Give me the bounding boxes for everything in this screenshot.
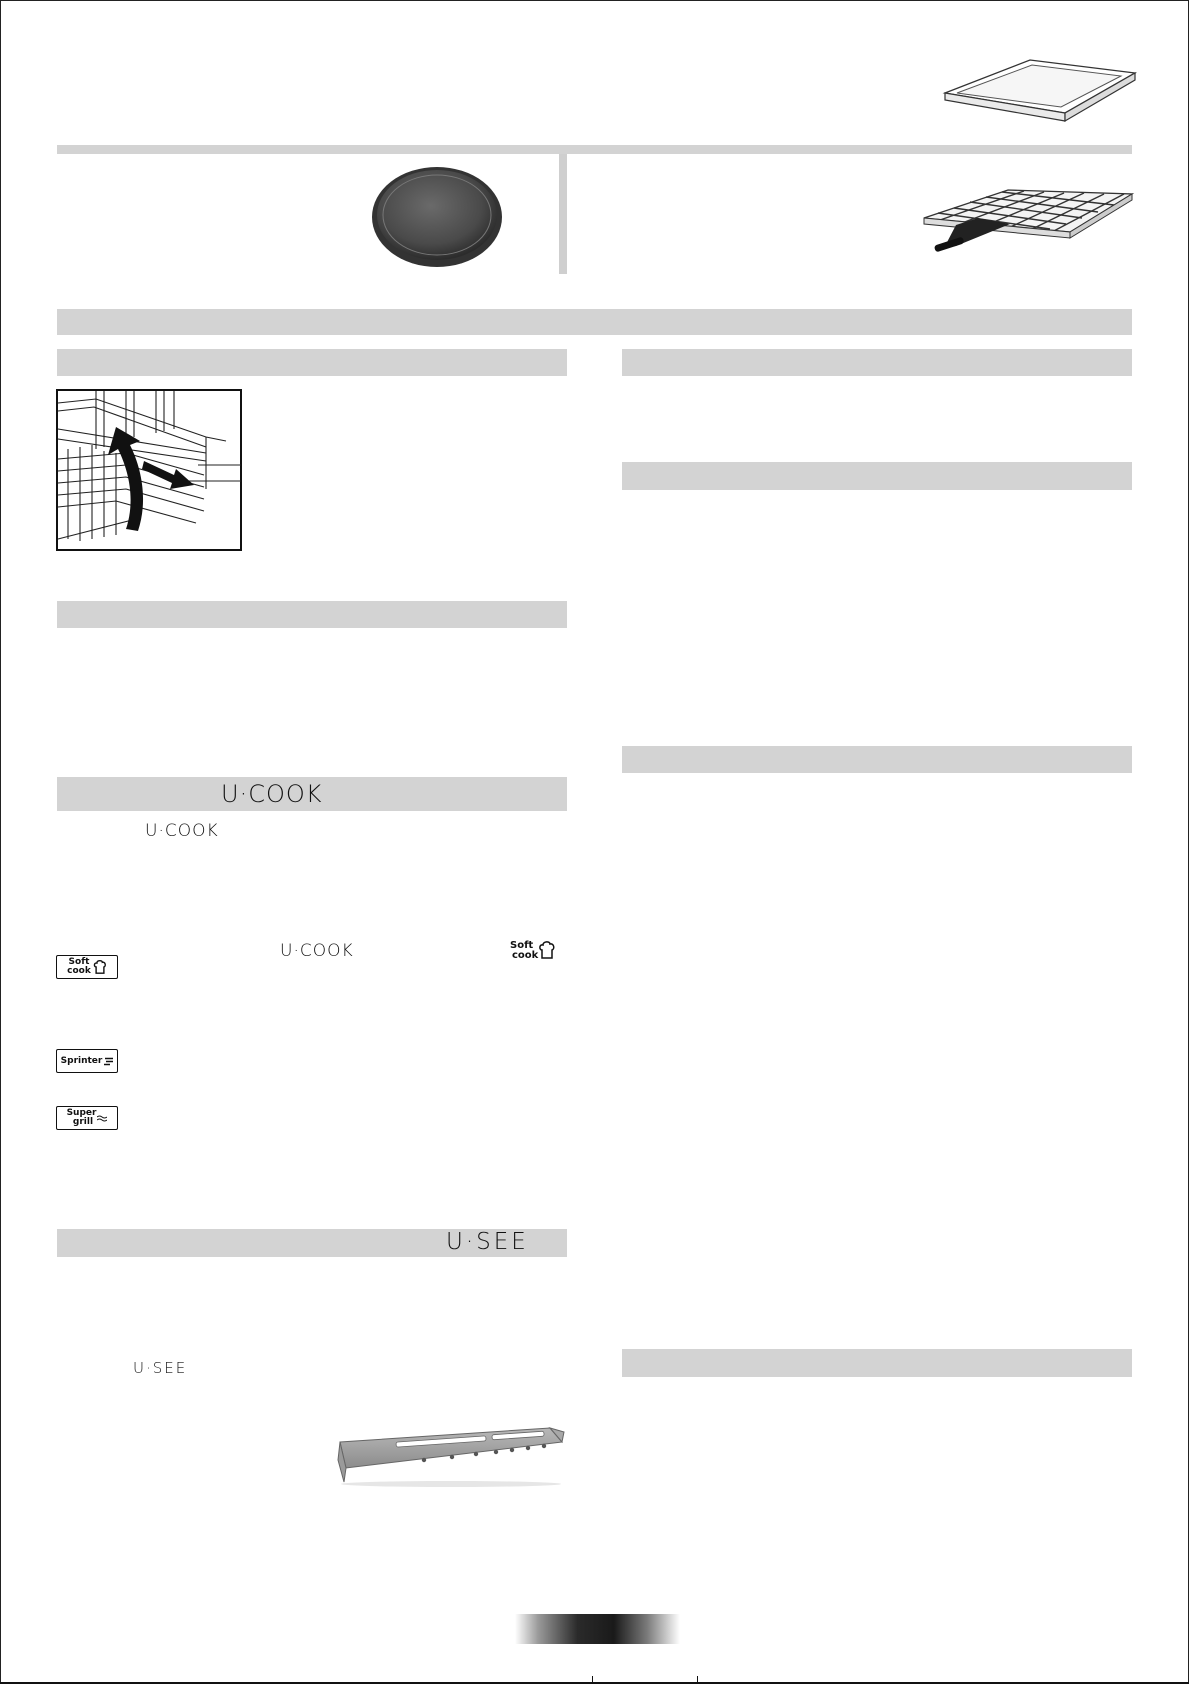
section-bar-right-3: [622, 746, 1132, 773]
super-grill-badge: [56, 1106, 118, 1130]
footer-tick-right: [697, 1676, 698, 1684]
page-number-tab: [515, 1614, 680, 1644]
chef-hat-icon: [93, 959, 107, 975]
pizza-pan-illustration: [370, 165, 505, 270]
grid-shelf-illustration: [920, 188, 1135, 260]
ucook-logo-inline-1: U·COOK: [145, 821, 219, 841]
top-divider-bar: [57, 145, 1132, 154]
soft-cook-line1: Soft: [68, 957, 90, 967]
section-bar-main: [57, 309, 1132, 335]
section-bar-right-1: [622, 349, 1132, 376]
super-grill-line1: Super: [66, 1108, 97, 1118]
section-bar-right-2: [622, 462, 1132, 490]
sprinter-badge: [56, 1049, 118, 1073]
soft-cook-inline-line2: cook: [512, 950, 539, 961]
soft-cook-line2: cook: [67, 966, 91, 976]
soft-cook-inline-line1: Soft: [510, 940, 534, 951]
usee-logo-inline: U·SEE: [133, 1359, 188, 1377]
speed-lines-icon: [104, 1057, 113, 1066]
shelf-removal-illustration: [56, 389, 242, 551]
steam-deflector-illustration: [336, 1420, 566, 1490]
ucook-logo-inline-2: U·COOK: [280, 941, 354, 961]
heat-waves-icon: [97, 1114, 107, 1123]
section-bar-right-4: [622, 1349, 1132, 1377]
usee-logo-header: U·SEE: [446, 1229, 529, 1255]
soft-cook-badge: [56, 955, 118, 979]
super-grill-line2: grill: [72, 1117, 94, 1127]
section-bar-left-2: [57, 601, 567, 628]
section-bar-left-1: [57, 349, 567, 376]
chef-hat-icon: [538, 940, 556, 960]
footer-tick-left: [592, 1676, 593, 1684]
footer-rule: [0, 1682, 1189, 1684]
accessory-column-divider: [559, 154, 567, 274]
soft-cook-inline-icon: [510, 941, 538, 961]
ucook-logo-header: U·COOK: [221, 780, 323, 808]
baking-tray-illustration: [935, 55, 1140, 130]
sprinter-label: Sprinter: [60, 1055, 103, 1066]
